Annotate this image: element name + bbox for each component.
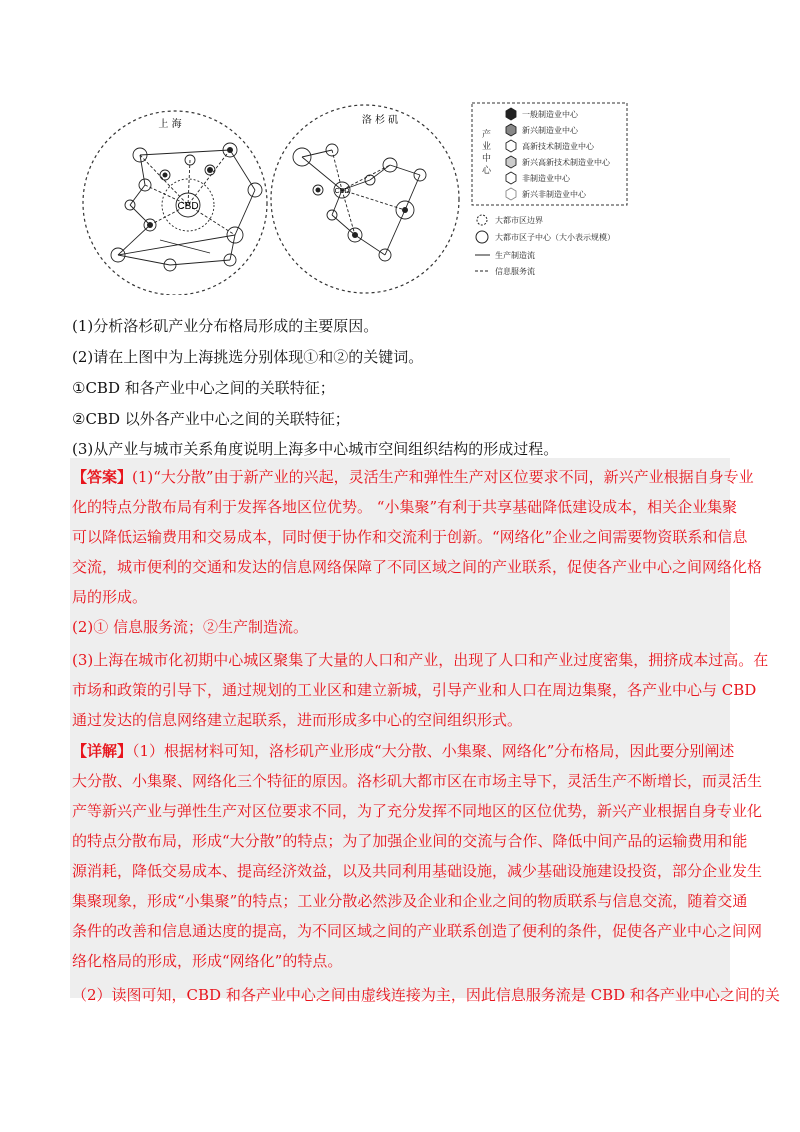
detail-p1-line-3: 产等新兴产业与弹性生产对区位要求不同，为了充分发挥不同地区的区位优势，新兴产业根据自身专业化 (72, 802, 763, 820)
hex-icon-hightech (506, 140, 516, 152)
la-cbd-label: CBD (334, 188, 350, 195)
hex-icon-emerging-hightech (506, 156, 516, 168)
answer-p3-line-2: 市场和政策的引导下，通过规划的工业区和建立新城，引导产业和人口在周边集聚，各产业中心与 CBD (72, 681, 757, 699)
detail-p1-line-7: 条件的改善和信息通达度的提高，为不同区域之间的产业联系创造了便利的条件，促使各产业中心之间网 (72, 922, 763, 940)
answer-p1-line-3: 可以降低运输费用和交易成本，同时便于协作和交流利于创新。“网络化”企业之间需要物资联系和信息 (72, 528, 748, 546)
question-1: (1)分析洛杉矶产业分布格局形成的主要原因。 (72, 317, 379, 335)
detail-p1-line-8: 络化格局的形成，形成“网络化”的特点。 (72, 952, 343, 970)
answer-p1-line-5: 局的形成。 (72, 588, 148, 606)
legend-side-1: 产 (482, 130, 492, 140)
detail-p1-line-4: 的特点分散布局，形成“大分散”的特点；为了加强企业间的交流与合作、降低中间产品的运输费用和能 (72, 832, 748, 850)
answer-paragraph-1 (72, 462, 763, 612)
question-2: (2)请在上图中为上海挑选分别体现①和②的关键词。 (72, 348, 424, 366)
hex-icon-emerging (506, 124, 516, 136)
answer-p1-line-1: (1)“大分散”由于新产业的兴起，灵活生产和弹性生产对区位要求不同，新兴产业根据自身专业 (132, 468, 754, 486)
question-3: (3)从产业与城市关系角度说明上海多中心城市空间组织结构的形成过程。 (72, 440, 559, 458)
subcenter-icon (476, 231, 488, 243)
legend-item-4: 新兴高新技术制造业中心 (522, 158, 610, 167)
detail-p1-line-2: 大分散、小集聚、网络化三个特征的原因。洛杉矶大都市区在市场主导下，灵活生产不断增长，而灵活生 (72, 772, 763, 790)
detail-p2: （2）读图可知，CBD 和各产业中心之间由虚线连接为主，因此信息服务流是 CBD 和各产业中心之间的关 (72, 986, 780, 1004)
question-2-sub-1: ①CBD 和各产业中心之间的关联特征； (72, 379, 335, 397)
legend-side-4: 心 (482, 166, 492, 176)
legend-item-2: 新兴制造业中心 (522, 126, 578, 135)
la-network (293, 144, 426, 261)
shanghai-label: 上 海 (158, 119, 182, 130)
legend-extra-4: 信息服务流 (495, 267, 535, 276)
answer-p2: (2)① 信息服务流；②生产制造流。 (72, 618, 309, 636)
hex-icon-general (506, 108, 516, 120)
answer-p1-line-2: 化的特点分散布局有利于发挥各地区位优势。 “小集聚”有利于共享基础降低建设成本，相关企业集聚 (72, 498, 738, 516)
answer-p1-line-4: 交流，城市便利的交通和发达的信息网络保障了不同区域之间的产业联系，促使各产业中心之间网络化格 (72, 558, 763, 576)
legend-side-2: 业 (482, 142, 492, 152)
legend-item-6: 新兴非制造业中心 (522, 190, 586, 199)
hex-icon-emerging-nonmanufacturing (506, 188, 516, 200)
boundary-icon (477, 215, 487, 225)
detail-tag: 【详解】 (72, 742, 133, 760)
legend-extra-1: 大都市区边界 (495, 216, 543, 225)
legend-item-5: 非制造业中心 (522, 174, 570, 183)
network-diagram (70, 95, 640, 295)
la-label: 洛 杉 矶 (361, 115, 399, 126)
question-2-sub-2: ②CBD 以外各产业中心之间的关联特征； (72, 410, 350, 428)
detail-paragraph-2 (72, 980, 780, 1010)
answer-p3-line-1: (3)上海在城市化初期中心城区聚集了大量的人口和产业，出现了人口和产业过度密集，拥挤成本过高。在 (72, 651, 769, 669)
legend-extra-2: 大都市区子中心（大小表示规模） (495, 233, 615, 242)
answer-paragraph-3 (72, 645, 769, 735)
answer-paragraph-2 (72, 612, 724, 642)
answer-tag: 【答案】 (72, 468, 133, 486)
legend-extra-3: 生产制造流 (495, 251, 535, 260)
detail-p1-line-6: 集聚现象，形成“小集聚”的特点；工业分散必然涉及企业和企业之间的物质联系与信息交流，随着交通 (72, 892, 748, 910)
detail-p1-line-1: （1）根据材料可知，洛杉矶产业形成“大分散、小集聚、网络化”分布格局，因此要分别阐述 (132, 742, 735, 760)
figure-industrial-networks (70, 95, 640, 295)
la-boundary (271, 105, 459, 293)
shanghai-boundary (83, 111, 267, 295)
legend-item-3: 高新技术制造业中心 (522, 142, 594, 151)
shanghai-cbd-label: CBD (177, 201, 199, 212)
answer-p3-line-3: 通过发达的信息网络建立起联系，进而形成多中心的空间组织形式。 (72, 711, 523, 729)
hex-icon-nonmanufacturing (506, 172, 516, 184)
detail-p1-line-5: 源消耗，降低交易成本、提高经济效益，以及共同利用基础设施，减少基础设施建设投资，部分企业发生 (72, 862, 763, 880)
legend-side-3: 中 (482, 154, 492, 164)
legend-item-1: 一般制造业中心 (522, 110, 578, 119)
detail-paragraph-1 (72, 736, 763, 976)
